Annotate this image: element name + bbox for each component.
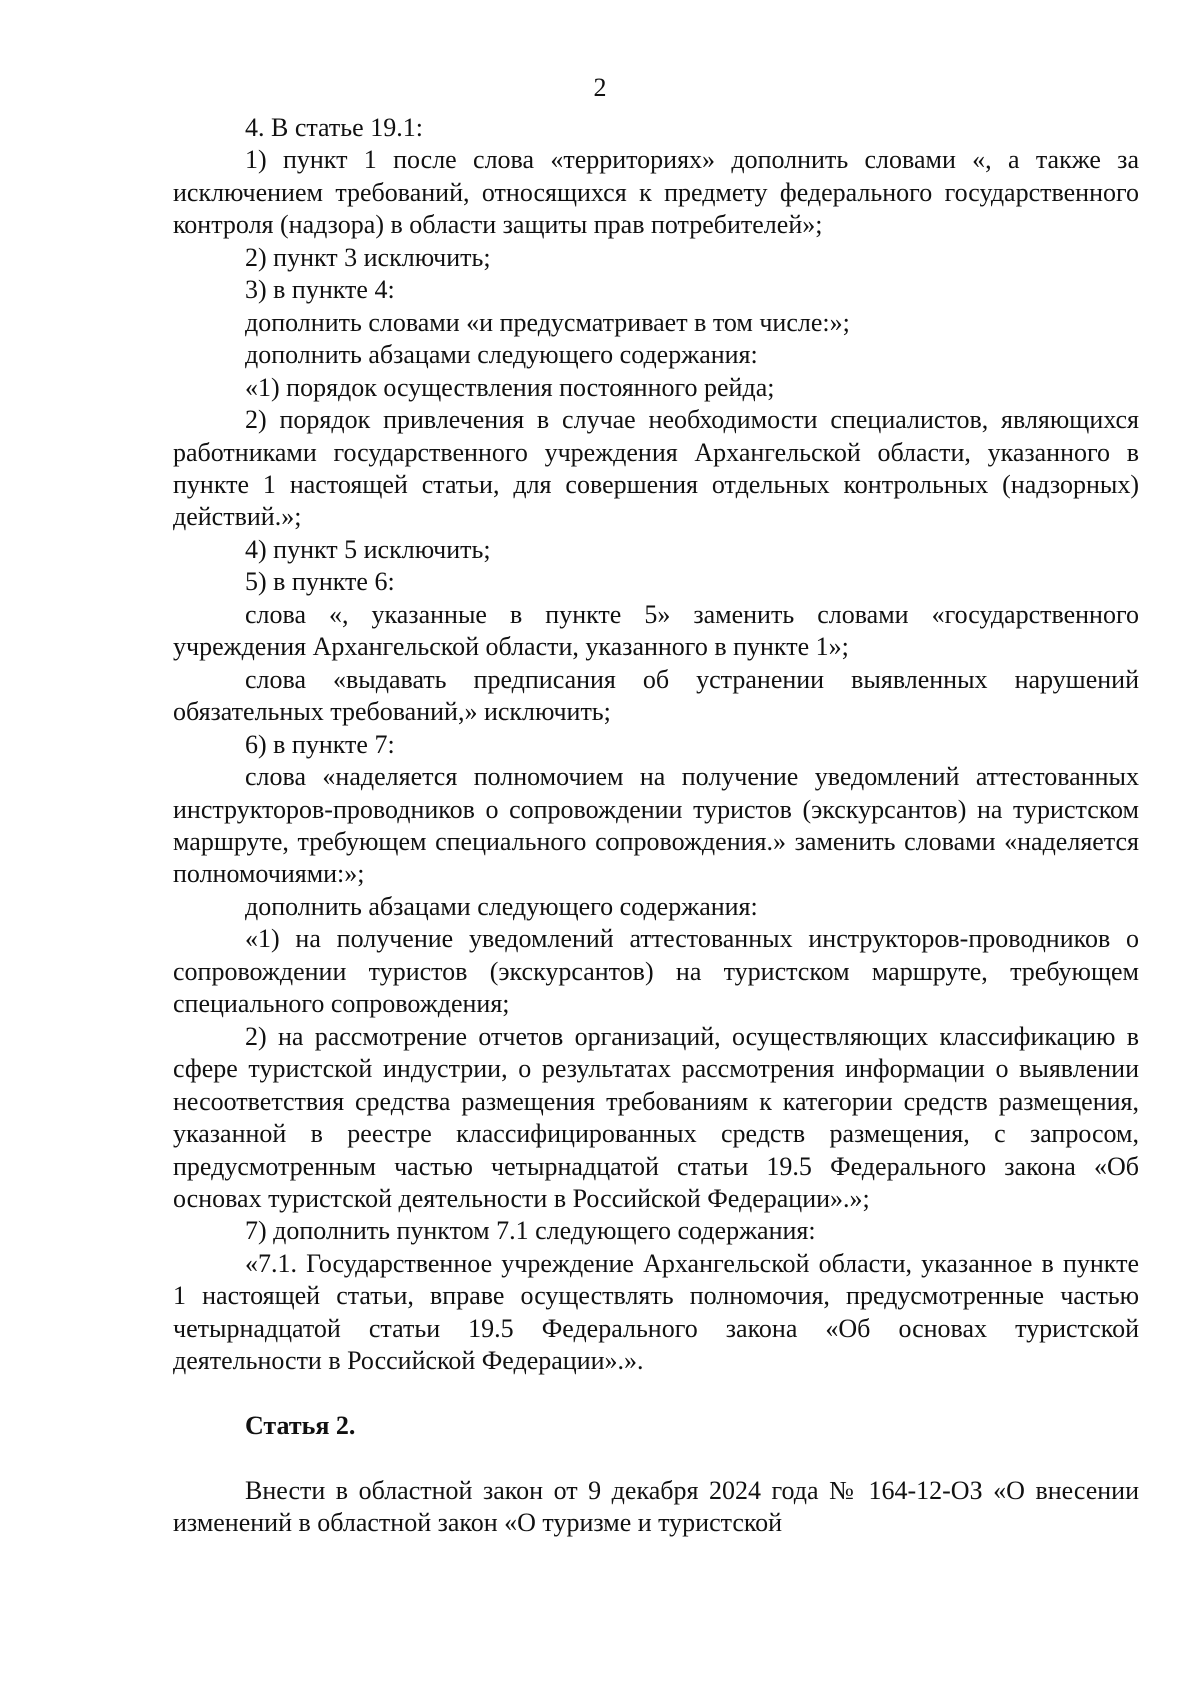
paragraph: 5) в пункте 6: [245, 567, 395, 597]
blank-line [173, 1378, 1139, 1410]
paragraph: «1) на получение уведомлений аттестованных инструкторов-проводников о сопровождении туристов (экскурсантов) на туристском маршруте, требующем специального сопровождения; [173, 924, 1139, 1019]
paragraph: 7) дополнить пунктом 7.1 следующего содержания: [245, 1216, 816, 1246]
paragraph: дополнить словами «и предусматривает в том числе:»; [245, 307, 850, 337]
blank-line [173, 1443, 1139, 1475]
paragraph: слова «, указанные в пункте 5» заменить словами «государственного учреждения Архангельской области, указанного в пункте 1»; [173, 599, 1139, 662]
paragraph: 4. В статье 19.1: [245, 113, 423, 142]
paragraph: дополнить абзацами следующего содержания: [245, 340, 758, 370]
paragraph: Внести в областной закон от 9 декабря 2024 года № 164-12-ОЗ «О внесении изменений в областной закон «О туризме и туристской [173, 1476, 1139, 1538]
article-heading: Статья 2. [245, 1411, 356, 1441]
paragraph: 2) пункт 3 исключить; [245, 242, 491, 272]
paragraph: 6) в пункте 7: [245, 729, 395, 759]
paragraph: «1) порядок осуществления постоянного рейда; [245, 372, 775, 402]
document-body [173, 112, 1139, 1540]
paragraph: 4) пункт 5 исключить; [245, 534, 491, 564]
paragraph: 2) порядок привлечения в случае необходимости специалистов, являющихся работниками государственного учреждения Архангельской области, указанного в пункте 1 настоящей статьи, для совершения отдельных контрольных (надзорных) действий.»; [173, 405, 1139, 532]
paragraph: 2) на рассмотрение отчетов организаций, осуществляющих классификацию в сфере туристской индустрии, о результатах рассмотрения информации о выявлении несоответствия средства размещения требованиям к категории средств размещения, указанной в реестре классифицированных средств размещения, с запросом, предусмотренным частью четырнадцатой статьи 19.5 Федерального закона «Об основах туристской деятельности в Российской Федерации».»; [173, 1021, 1139, 1213]
paragraph: «7.1. Государственное учреждение Архангельской области, указанное в пункте 1 настоящей статьи, вправе осуществлять полномочия, предусмотренные частью четырнадцатой статьи 19.5 Федерального закона «Об основах туристской деятельности в Российской Федерации».». [173, 1248, 1139, 1376]
paragraph: 1) пункт 1 после слова «территориях» дополнить словами «, а также за исключением требований, относящихся к предмету федерального государственного контроля (надзора) в области защиты прав потребителей»; [173, 145, 1139, 240]
page-number: 2 [593, 73, 607, 102]
paragraph: 3) в пункте 4: [245, 275, 395, 305]
paragraph: слова «наделяется полномочием на получение уведомлений аттестованных инструкторов-проводников о сопровождении туристов (экскурсантов) на туристском маршруте, требующем специального сопровождения.» заменить словами «наделяется полномочиями:»; [173, 762, 1139, 889]
paragraph: слова «выдавать предписания об устранении выявленных нарушений обязательных требований,» исключить; [173, 664, 1139, 727]
paragraph: дополнить абзацами следующего содержания: [245, 891, 758, 921]
